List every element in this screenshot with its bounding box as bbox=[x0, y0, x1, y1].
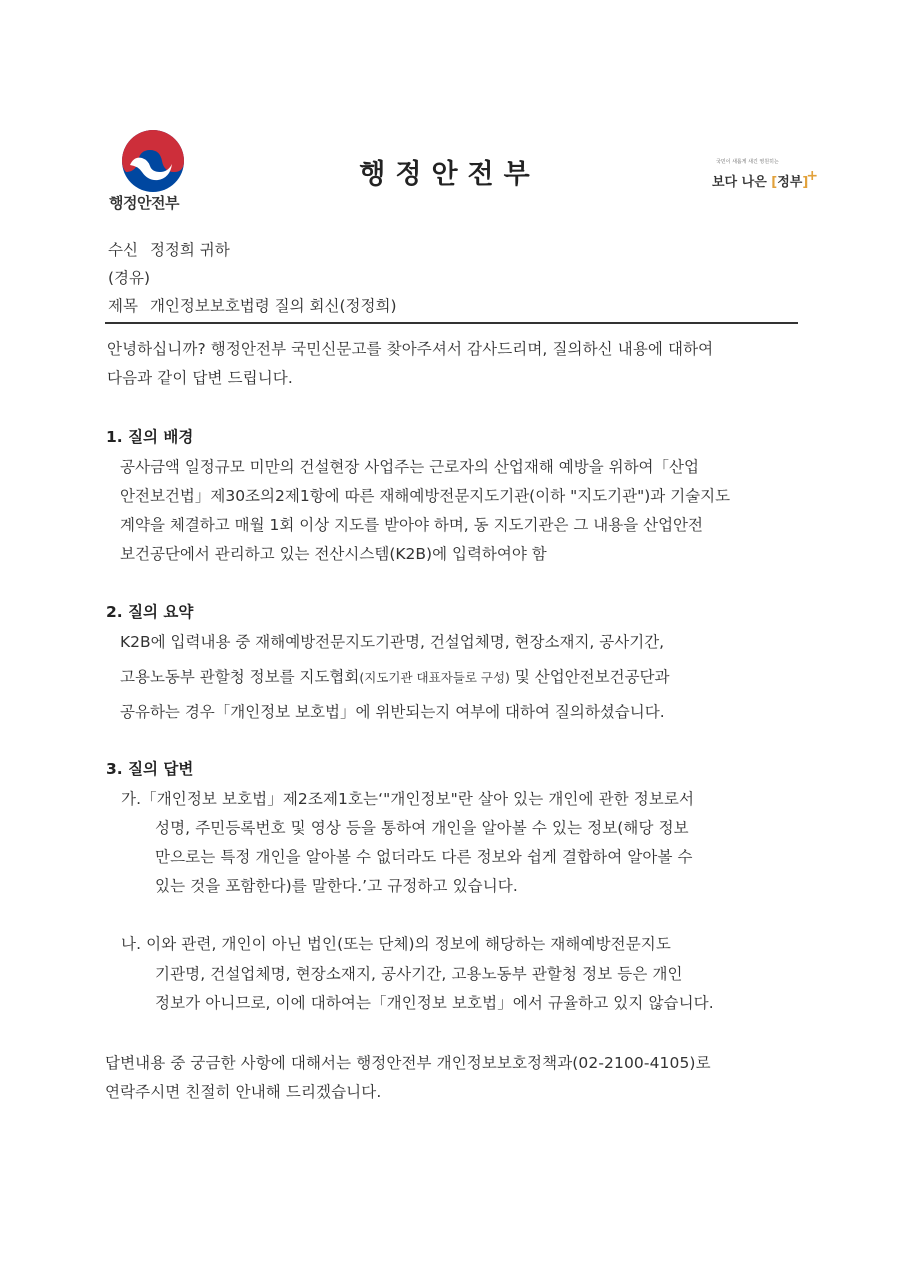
slogan-bracket-left: [ bbox=[771, 175, 778, 190]
answer-na-line-1: 나. 이와 관련, 개인이 아닌 법인(또는 단체)의 정보에 해당하는 재해예방전문지도 bbox=[121, 935, 671, 953]
slogan-bracket-right: ] bbox=[802, 175, 809, 190]
slogan-main-text bbox=[712, 168, 818, 190]
closing-line-1: 답변내용 중 궁금한 사항에 대해서는 행정안전부 개인정보보호정책과(02-2100-4105)로 bbox=[105, 1054, 711, 1072]
summary-line-2-small: (지도기관 대표자들로 구성) bbox=[359, 670, 510, 685]
header-divider bbox=[105, 322, 798, 324]
subject-line bbox=[108, 294, 397, 316]
section-answer-heading: 3. 질의 답변 bbox=[106, 760, 194, 778]
subject-value: 개인정보보호법령 질의 회신(정정희) bbox=[149, 297, 397, 315]
summary-line-1: K2B에 입력내용 중 재해예방전문지도기관명, 건설업체명, 현장소재지, 공사기간, bbox=[120, 633, 665, 651]
background-line-4: 보건공단에서 관리하고 있는 전산시스템(K2B)에 입력하여야 함 bbox=[120, 545, 547, 563]
summary-line-2 bbox=[120, 665, 670, 687]
summary-line-2b: 및 산업안전보건공단과 bbox=[509, 668, 670, 686]
recipient-label: 수신 bbox=[108, 241, 138, 259]
slogan-logo bbox=[712, 158, 818, 190]
intro-line-2: 다음과 같이 답변 드립니다. bbox=[107, 369, 293, 387]
via-line: (경유) bbox=[108, 269, 151, 287]
subject-label: 제목 bbox=[108, 297, 138, 315]
intro-line-1: 안녕하십니까? 행정안전부 국민신문고를 찾아주셔서 감사드리며, 질의하신 내용에 대하여 bbox=[107, 340, 714, 358]
summary-line-2a: 고용노동부 관할청 정보를 지도협회 bbox=[120, 668, 360, 686]
answer-na-line-3: 정보가 아니므로, 이에 대하여는「개인정보 보호법」에서 규율하고 있지 않습니다. bbox=[155, 994, 714, 1012]
recipient-value: 정정희 귀하 bbox=[149, 241, 230, 259]
answer-ga-line-1: 가.「개인정보 보호법」제2조제1호는‘"개인정보"란 살아 있는 개인에 관한 정보로서 bbox=[121, 790, 695, 808]
background-line-3: 계약을 체결하고 매월 1회 이상 지도를 받아야 하며, 동 지도기관은 그 내용을 산업안전 bbox=[120, 516, 703, 534]
answer-ga-line-4: 있는 것을 포함한다)를 말한다.’고 규정하고 있습니다. bbox=[155, 877, 518, 895]
page-title: 행정안전부 bbox=[359, 159, 540, 190]
slogan-accent-label: 정부 bbox=[777, 175, 803, 190]
answer-ga-line-3: 만으로는 특정 개인을 알아볼 수 없더라도 다른 정보와 쉽게 결합하여 알아볼 수 bbox=[155, 848, 693, 866]
closing-line-2: 연락주시면 친절히 안내해 드리겠습니다. bbox=[105, 1083, 382, 1101]
plus-icon: + bbox=[806, 168, 819, 184]
recipient-line bbox=[108, 238, 230, 260]
slogan-small-text: 국민이 새롭게 새긴 영원히는 bbox=[716, 159, 779, 165]
answer-ga-line-2: 성명, 주민등록번호 및 영상 등을 통하여 개인을 알아볼 수 있는 정보(해당 정보 bbox=[155, 819, 689, 837]
section-background-heading: 1. 질의 배경 bbox=[106, 428, 194, 446]
answer-na-line-2: 기관명, 건설업체명, 현장소재지, 공사기간, 고용노동부 관할청 정보 등은 개인 bbox=[155, 965, 683, 983]
ministry-logo-text: 행정안전부 bbox=[109, 194, 179, 212]
background-line-1: 공사금액 일정규모 미만의 건설현장 사업주는 근로자의 산업재해 예방을 위하여「산업 bbox=[120, 458, 699, 476]
slogan-main-label: 보다 나은 bbox=[712, 175, 767, 190]
summary-line-3: 공유하는 경우「개인정보 보호법」에 위반되는지 여부에 대하여 질의하셨습니다. bbox=[120, 703, 665, 721]
background-line-2: 안전보건법」제30조의2제1항에 따른 재해예방전문지도기관(이하 "지도기관")과 기술지도 bbox=[120, 487, 731, 505]
section-summary-heading: 2. 질의 요약 bbox=[106, 603, 194, 621]
